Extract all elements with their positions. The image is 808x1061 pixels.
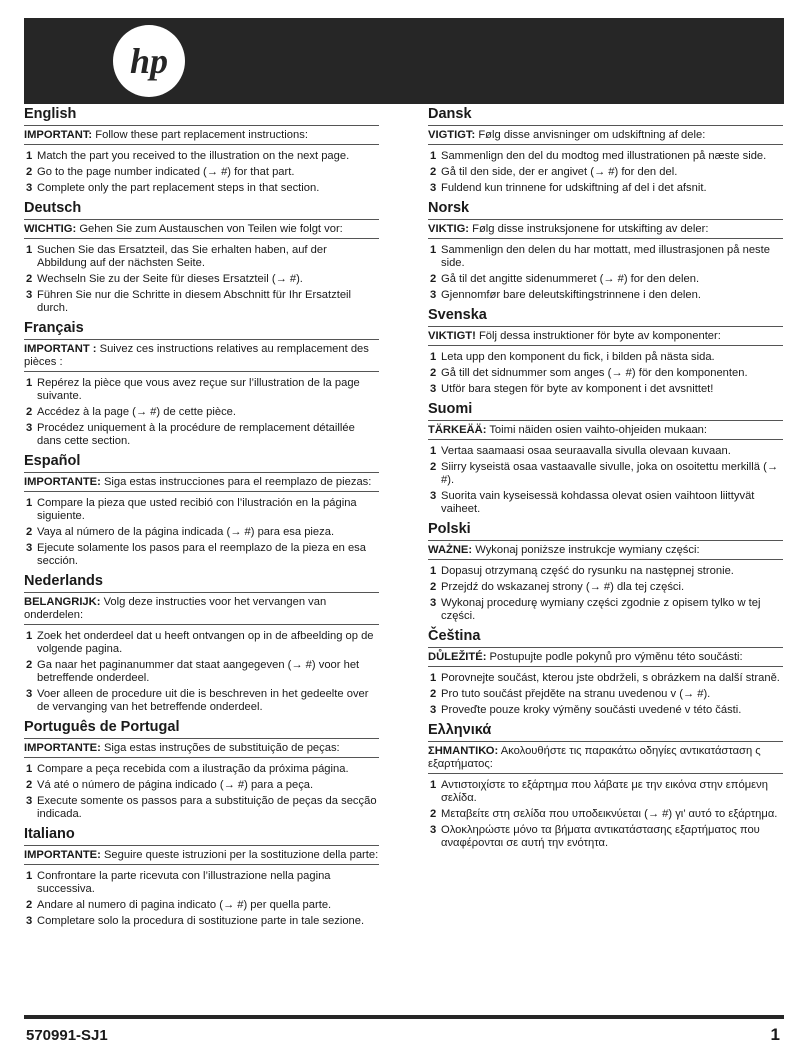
steps-list <box>24 244 379 315</box>
step-item: 2 Μεταβείτε στη σελίδα που υποδεικνύεται (→ #) γι’ αυτό το εξάρτημα. <box>430 808 778 820</box>
important-note: IMPORTANT: Follow these part replacement instructions: <box>24 125 379 145</box>
steps-list <box>428 150 783 195</box>
hp-logo <box>110 22 188 100</box>
step-item: 1 Αντιστοιχίστε το εξάρτημα που λάβατε με την εικόνα στην επόμενη σελίδα. <box>430 779 768 804</box>
steps-list <box>428 351 783 396</box>
step-item: 3 Complete only the part replacement steps in that section. <box>26 182 320 194</box>
important-note: WAŻNE: Wykonaj poniższe instrukcje wymiany części: <box>428 540 783 560</box>
section-suomi <box>428 399 783 516</box>
step-item: 2 Go to the page number indicated (→ #) for that part. <box>26 166 295 178</box>
step-item: 3 Gjennomfør bare deleutskiftingstrinnene i den delen. <box>430 289 701 301</box>
step-item: 3 Suorita vain kyseisessä kohdassa olevat osien vaihtoon liittyvät vaiheet. <box>430 490 755 515</box>
step-item: 1 Vertaa saamaasi osaa seuraavalla sivulla olevaan kuvaan. <box>430 445 731 457</box>
step-item: 2 Gå til den side, der er angivet (→ #) for den del. <box>430 166 678 178</box>
left-column <box>24 104 379 931</box>
step-item: 3 Completare solo la procedura di sostituzione parte in tale sezione. <box>26 915 365 927</box>
step-item: 2 Siirry kyseistä osaa vastaavalle sivulle, joka on osoitettu merkillä (→ #). <box>430 461 779 486</box>
steps-list <box>24 377 379 448</box>
important-note: IMPORTANT : Suivez ces instructions relatives au remplacement des pièces : <box>24 339 379 372</box>
footer-rule <box>24 1015 784 1019</box>
section-title: Čeština <box>428 628 481 644</box>
step-item: 2 Gå till det sidnummer som anges (→ #) för den komponenten. <box>430 367 748 379</box>
section-deutsch <box>24 198 379 315</box>
document-number: 570991-SJ1 <box>26 1027 108 1044</box>
right-column <box>428 104 783 853</box>
svg-text:hp: hp <box>129 41 169 81</box>
step-item: 1 Sammenlign den delen du har mottatt, med illustrasjonen på neste side. <box>430 244 770 269</box>
important-note: ΣΗΜΑΝΤΙΚΟ: Ακολουθήστε τις παρακάτω οδηγίες αντικατάσταση ς εξαρτήματος: <box>428 741 783 774</box>
section-norsk <box>428 198 783 302</box>
step-item: 3 Voer alleen de procedure uit die is beschreven in het gedeelte over de vervanging van het betreffende onderdeel. <box>26 688 369 713</box>
step-item: 2 Pro tuto součást přejděte na stranu uvedenou v (→ #). <box>430 688 711 700</box>
section-english <box>24 104 379 195</box>
step-item: 2 Andare al numero di pagina indicato (→ #) per quella parte. <box>26 899 332 911</box>
section-title: Español <box>24 453 81 469</box>
step-item: 1 Sammenlign den del du modtog med illustrationen på næste side. <box>430 150 767 162</box>
steps-list <box>24 870 379 928</box>
step-item: 3 Execute somente os passos para a substituição de peças da secção indicada. <box>26 795 377 820</box>
step-item: 3 Proveďte pouze kroky výměny součásti uvedené v této části. <box>430 704 742 716</box>
section-polski <box>428 519 783 623</box>
section-title: Deutsch <box>24 200 82 216</box>
important-note: DŮLEŽITÉ: Postupujte podle pokynů pro výměnu této součásti: <box>428 647 783 667</box>
important-note: IMPORTANTE: Siga estas instrucciones para el reemplazo de piezas: <box>24 472 379 492</box>
section-espanol <box>24 451 379 568</box>
step-item: 2 Gå til det angitte sidenummeret (→ #) for den delen. <box>430 273 700 285</box>
section-cestina <box>428 626 783 717</box>
section-title: Polski <box>428 521 471 537</box>
important-note: VIKTIG: Følg disse instruksjonene for utskifting av deler: <box>428 219 783 239</box>
section-title: Português de Portugal <box>24 719 180 735</box>
section-title: Dansk <box>428 106 472 122</box>
step-item: 2 Ga naar het paginanummer dat staat aangegeven (→ #) voor het betreffende onderdeel. <box>26 659 360 684</box>
section-nederlands <box>24 571 379 714</box>
section-ellinika <box>428 720 783 850</box>
step-item: 2 Przejdź do wskazanej strony (→ #) dla tej części. <box>430 581 685 593</box>
section-title: Français <box>24 320 84 336</box>
important-note: VIKTIGT! Följ dessa instruktioner för byte av komponenter: <box>428 326 783 346</box>
important-note: WICHTIG: Gehen Sie zum Austauschen von Teilen wie folgt vor: <box>24 219 379 239</box>
step-item: 1 Leta upp den komponent du fick, i bilden på nästa sida. <box>430 351 715 363</box>
important-note: IMPORTANTE: Siga estas instruções de substituição de peças: <box>24 738 379 758</box>
section-title: Norsk <box>428 200 470 216</box>
steps-list <box>24 150 379 195</box>
important-note: BELANGRIJK: Volg deze instructies voor het vervangen van onderdelen: <box>24 592 379 625</box>
section-title: Ελληνικά <box>428 722 492 738</box>
step-item: 2 Vaya al número de la página indicada (→ #) para esa pieza. <box>26 526 335 538</box>
step-item: 3 Ejecute solamente los pasos para el reemplazo de la pieza en esa sección. <box>26 542 366 567</box>
steps-list <box>428 672 783 717</box>
step-item: 1 Match the part you received to the illustration on the next page. <box>26 150 350 162</box>
section-svenska <box>428 305 783 396</box>
step-item: 3 Utför bara stegen för byte av komponent i det avsnittet! <box>430 383 714 395</box>
steps-list <box>428 445 783 516</box>
steps-list <box>428 244 783 302</box>
steps-list <box>428 565 783 623</box>
step-item: 1 Repérez la pièce que vous avez reçue sur l’illustration de la page suivante. <box>26 377 360 402</box>
step-item: 1 Porovnejte součást, kterou jste obdrželi, s obrázkem na další straně. <box>430 672 780 684</box>
header-bar <box>24 18 784 104</box>
section-italiano <box>24 824 379 928</box>
step-item: 1 Suchen Sie das Ersatzteil, das Sie erhalten haben, auf der Abbildung auf der nächsten Seite. <box>26 244 327 269</box>
step-item: 1 Compare a peça recebida com a ilustração da próxima página. <box>26 763 349 775</box>
steps-list <box>24 763 379 821</box>
steps-list <box>24 630 379 714</box>
step-item: 1 Compare la pieza que usted recibió con l’ilustración en la página siguiente. <box>26 497 357 522</box>
page-number: 1 <box>770 1025 780 1044</box>
step-item: 1 Confrontare la parte ricevuta con l’illustrazione nella pagina successiva. <box>26 870 331 895</box>
section-dansk <box>428 104 783 195</box>
section-title: Italiano <box>24 826 75 842</box>
section-title: Suomi <box>428 401 473 417</box>
step-item: 3 Ολοκληρώστε μόνο τα βήματα αντικατάστασης εξαρτήματος που αναφέρονται σε αυτή την ενότητα. <box>430 824 760 849</box>
important-note: IMPORTANTE: Seguire queste istruzioni per la sostituzione della parte: <box>24 845 379 865</box>
important-note: VIGTIGT: Følg disse anvisninger om udskiftning af dele: <box>428 125 783 145</box>
steps-list <box>24 497 379 568</box>
step-item: 3 Procédez uniquement à la procédure de remplacement détaillée dans cette section. <box>26 422 355 447</box>
step-item: 2 Wechseln Sie zu der Seite für dieses Ersatzteil (→ #). <box>26 273 303 285</box>
step-item: 2 Vá até o número de página indicado (→ #) para a peça. <box>26 779 314 791</box>
steps-list <box>428 779 783 850</box>
section-portugues <box>24 717 379 821</box>
step-item: 3 Fuldend kun trinnene for udskiftning af del i det afsnit. <box>430 182 707 194</box>
step-item: 3 Führen Sie nur die Schritte in diesem Abschnitt für Ihr Ersatzteil durch. <box>26 289 352 314</box>
section-francais <box>24 318 379 448</box>
section-title: Svenska <box>428 307 487 323</box>
section-title: Nederlands <box>24 573 103 589</box>
step-item: 3 Wykonaj procedurę wymiany części zgodnie z opisem tylko w tej części. <box>430 597 761 622</box>
step-item: 1 Dopasuj otrzymaną część do rysunku na następnej stronie. <box>430 565 734 577</box>
step-item: 1 Zoek het onderdeel dat u heeft ontvangen op in de afbeelding op de volgende pagina. <box>26 630 374 655</box>
step-item: 2 Accédez à la page (→ #) de cette pièce. <box>26 406 237 418</box>
important-note: TÄRKEÄÄ: Toimi näiden osien vaihto-ohjeiden mukaan: <box>428 420 783 440</box>
section-title: English <box>24 106 77 122</box>
